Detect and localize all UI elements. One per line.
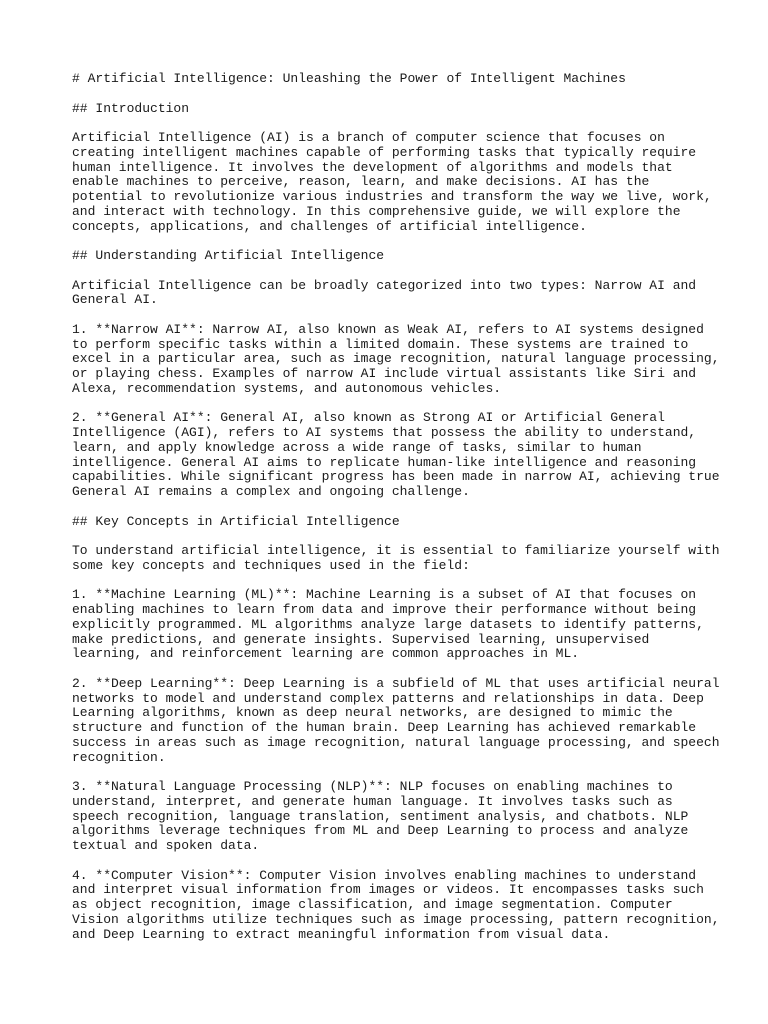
spacer — [72, 854, 712, 869]
spacer — [72, 234, 712, 249]
introduction-heading: ## Introduction — [72, 100, 190, 116]
spacer — [72, 765, 712, 780]
understanding-paragraph: Artificial Intelligence can be broadly categorized into two types: Narrow AI and General AI. — [72, 277, 697, 308]
key-concepts-heading: ## Key Concepts in Artificial Intelligence — [72, 513, 400, 529]
document-page — [72, 71, 720, 942]
spacer — [72, 308, 712, 323]
list-item-nlp: 3. **Natural Language Processing (NLP)**: NLP focuses on enabling machines to understand, interpret, and generate human language. It involves tasks such as speech recognition, language translation, sentiment analysis, and chatbots. NLP algorithms leverage techniques from ML and Deep Learning to process and analyze textual and spoken data. — [72, 779, 689, 853]
list-item-narrow-ai: 1. **Narrow AI**: Narrow AI, also known as Weak AI, refers to AI systems designed to perform specific tasks within a limited domain. These systems are trained to excel in a particular area, such as image recognition, natural language processing, or playing chess. Examples of narrow AI include virtual assistants like Siri and Alexa, recommendation systems, and autonomous vehicles. — [72, 321, 720, 396]
spacer — [72, 264, 712, 279]
spacer — [72, 574, 712, 589]
list-item-computer-vision: 4. **Computer Vision**: Computer Vision involves enabling machines to understand and interpret visual information from images or videos. It encompasses tasks such as object recognition, image classification, and image segmentation. Computer Vision algorithms utilize techniques such as image processing, pattern recognition, and Deep Learning to extract meaningful information from visual data. — [72, 867, 720, 942]
key-concepts-paragraph: To understand artificial intelligence, it is essential to familiarize yourself with some key concepts and techniques used in the field: — [72, 543, 720, 573]
spacer — [72, 87, 712, 102]
introduction-paragraph: Artificial Intelligence (AI) is a branch of computer science that focuses on creating intelligent machines capable of performing tasks that typically require human intelligence. It involves the development of algorithms and models that enable machines to perceive, reason, learn, and make decisions. AI has the potential to revolutionize various industries and transform the way we live, work, and interact with technology. In this comprehensive guide, we will explore the concepts, applications, and challenges of artificial intelligence. — [72, 130, 712, 234]
spacer — [72, 397, 712, 412]
list-item-machine-learning: 1. **Machine Learning (ML)**: Machine Learning is a subset of AI that focuses on enabling machines to learn from data and improve their performance without being explicitly programmed. ML algorithms analyze large datasets to identify patterns, make predictions, and generate insights. Supervised learning, unsupervised learning, and reinforcement learning are common approaches in ML. — [72, 587, 704, 662]
document-title: # Artificial Intelligence: Unleashing the Power of Intelligent Machines — [72, 71, 626, 86]
spacer — [72, 529, 712, 544]
list-item-general-ai: 2. **General AI**: General AI, also known as Strong AI or Artificial General Intelligence (AGI), refers to AI systems that possess the ability to understand, learn, and apply knowledge across a wide range of tasks, similar to human intelligence. General AI aims to replicate human-like intelligence and reasoning capabilities. While significant progress has been made in narrow AI, achieving true General AI remains a complex and ongoing challenge. — [72, 410, 720, 499]
spacer — [72, 662, 712, 677]
understanding-heading: ## Understanding Artificial Intelligence — [72, 248, 385, 263]
spacer — [72, 116, 712, 131]
list-item-deep-learning: 2. **Deep Learning**: Deep Learning is a subfield of ML that uses artificial neural networks to model and understand complex patterns and relationships in data. Deep Learning algorithms, known as deep neural networks, are designed to mimic the structure and function of the human brain. Deep Learning has achieved remarkable success in areas such as image recognition, natural language processing, and speech recognition. — [72, 675, 720, 765]
spacer — [72, 500, 712, 515]
